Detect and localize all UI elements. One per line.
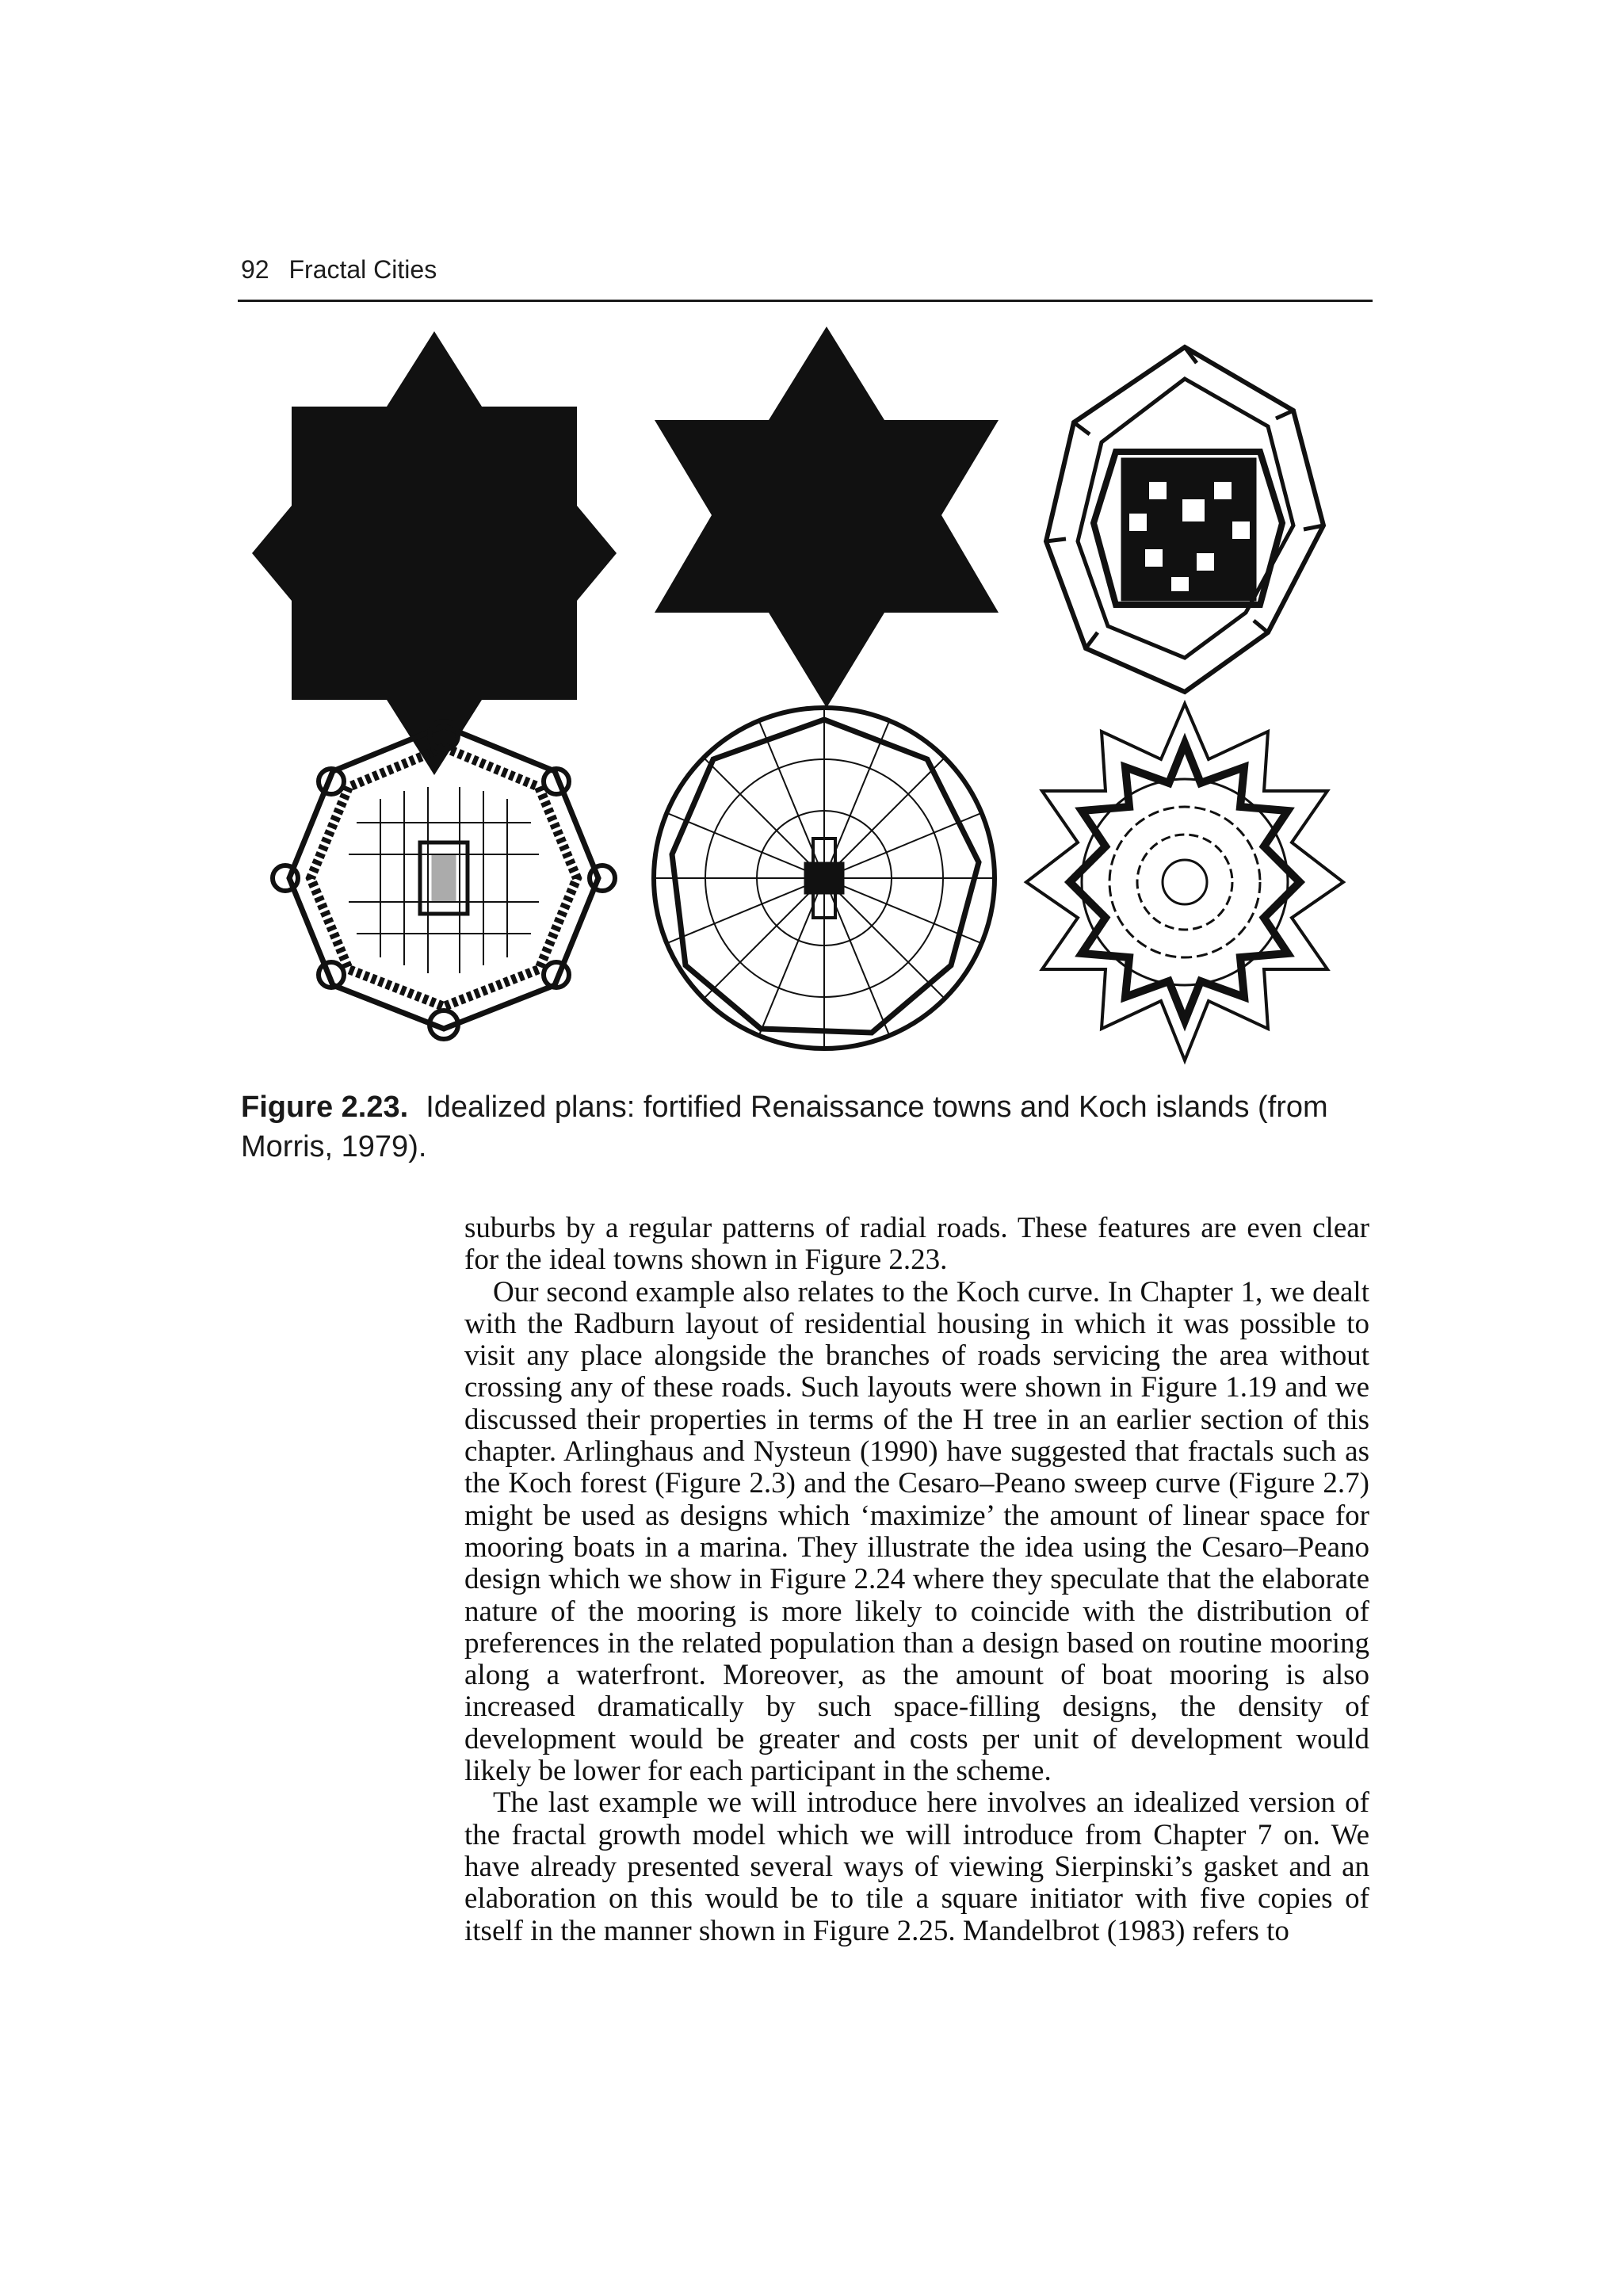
paragraph: Our second example also relates to the Koch curve. In Chapter 1, we dealt with the Radburn layout of residential housing in which it was possible to visit any place alongside the branches of roads servicing the area without crossing any of these roads. Such layouts were shown in Figure 1.19 and we discussed their properties in terms of the H tree in an earlier section of this chapter. Arlinghaus and Nysteun (1990) have suggested that fractals such as the Koch forest (Figure 2.3) and the Cesaro–Peano sweep curve (Figure 2.7) might be used as designs which ‘maximize’ the amount of linear space for mooring boats in a marina. They illustrate the idea using the Cesaro–Peano design which we show in Figure 2.24 where they speculate that the elaborate nature of the mooring is more likely to coincide with the distribution of preferences in the related population than a design based on routine mooring along a waterfront. Moreover, as the amount of boat mooring is also increased dramatically by such space-filling designs, the density of development would be greater and costs per unit of development would likely be lower for each participant in the scheme.: [464, 1275, 1369, 1788]
figure-caption: [241, 1087, 1374, 1167]
circular-radial-plan: [654, 708, 995, 1049]
figure-label: Figure 2.23.: [241, 1091, 409, 1124]
paragraph: suburbs by a regular patterns of radial roads. These features are even clear for the ideal towns shown in Figure 2.23.: [464, 1212, 1369, 1277]
paragraph: The last example we will introduce here involves an idealized version of the fractal growth model which we will introduce from Chapter 7 on. We have already presented several ways of viewing Sierpinski’s gasket and an elaboration on this would be to tile a square initiator with five copies of itself in the manner shown in Figure 2.25. Mandelbrot (1983) refers to: [464, 1786, 1369, 1947]
koch-island-fortress-plan: [1026, 704, 1343, 1060]
octagonal-town-plan: [273, 721, 615, 1039]
page-number: 92: [241, 255, 269, 284]
header-rule: [238, 300, 1373, 302]
body-text: [464, 1213, 1369, 1947]
figure-caption-text: Idealized plans: fortified Renaissance towns and Koch islands (from Morris, 1979).: [241, 1091, 1328, 1163]
heptagonal-fortress-plan: [1046, 347, 1323, 692]
running-head-title: Fractal Cities: [288, 255, 437, 284]
eight-point-star-plan: [252, 331, 617, 775]
figure-plans: [238, 315, 1379, 1084]
six-point-star-plan: [655, 327, 999, 708]
running-head: [241, 255, 437, 285]
